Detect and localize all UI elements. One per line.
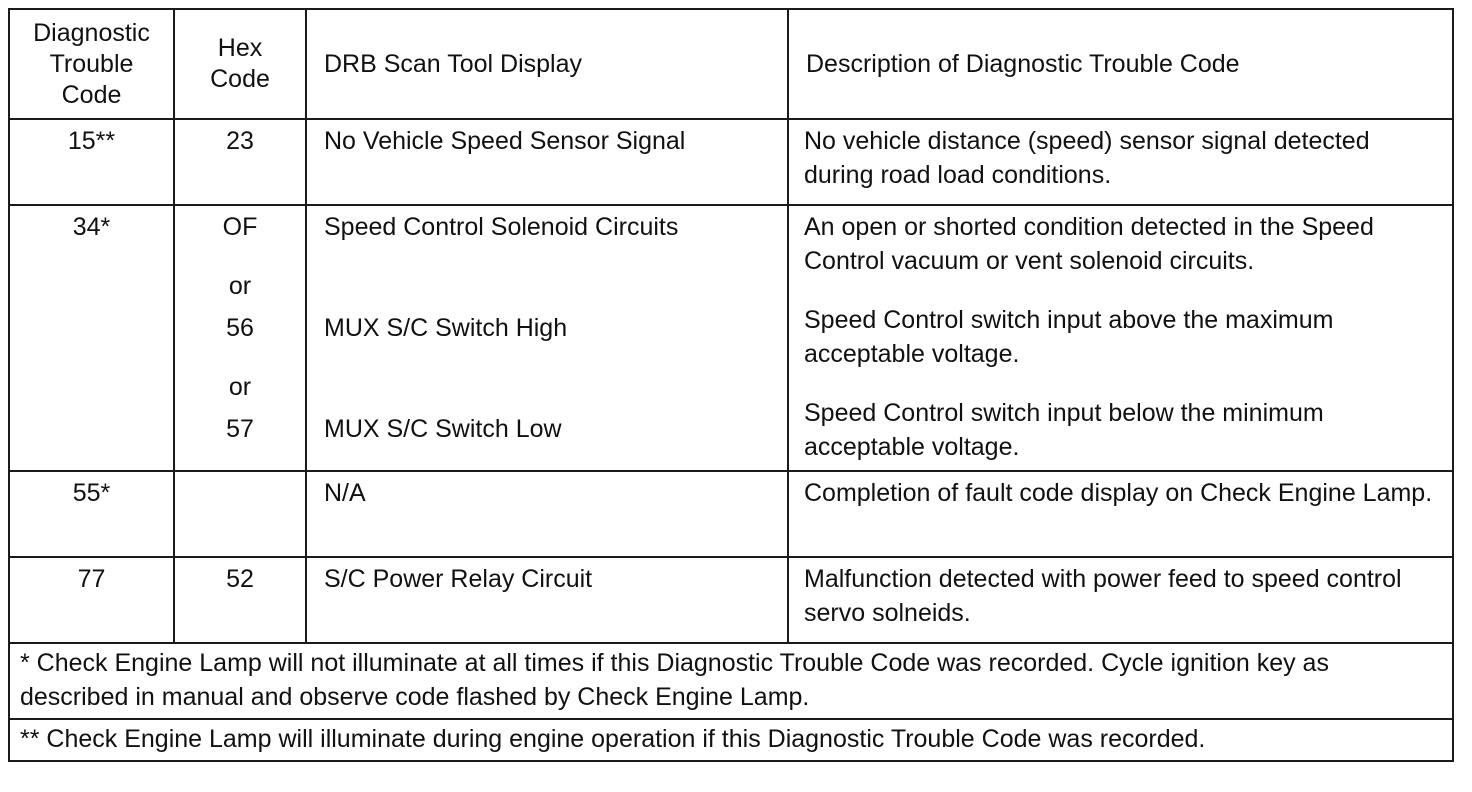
hex-value: 57 [226, 415, 254, 443]
single-star-note: * Check Engine Lamp will not illuminate at all times if this Diagnostic Trouble Code was recorded. Cycle ignition key as described in manual and observe code flashed by Check Engine Lamp. [9, 643, 1453, 719]
description-cell: Malfunction detected with power feed to speed control servo solneids. [788, 557, 1453, 643]
display-value: MUX S/C Switch High [324, 314, 568, 342]
display-value: MUX S/C Switch Low [324, 415, 562, 443]
hex-cell: 23 [174, 119, 306, 205]
display-cell: No Vehicle Speed Sensor Signal [306, 119, 788, 205]
description-value: An open or shorted condition detected in the Speed Control vacuum or vent solenoid circuits. [804, 213, 1374, 275]
header-code-line-2: Trouble [49, 49, 134, 78]
dtc-table [8, 8, 1454, 762]
code-cell: 77 [9, 557, 174, 643]
header-code [9, 9, 174, 119]
display-value: Speed Control Solenoid Circuits [324, 213, 679, 241]
code-cell: 55* [9, 471, 174, 557]
display-cell: N/A [306, 471, 788, 557]
spacer [804, 278, 1446, 295]
or-separator: or [228, 272, 252, 300]
header-hex [174, 9, 306, 119]
description-cell: Completion of fault code display on Check Engine Lamp. [788, 471, 1453, 557]
header-display: DRB Scan Tool Display [306, 9, 788, 119]
header-code-line-3: Code [61, 80, 122, 109]
hex-cell [174, 471, 306, 557]
header-description: Description of Diagnostic Trouble Code [788, 9, 1453, 119]
description-cell [788, 205, 1453, 471]
table-row [9, 471, 1453, 557]
description-value: Speed Control switch input above the maximum acceptable voltage. [804, 306, 1334, 368]
display-cell [306, 205, 788, 471]
table-row [9, 205, 1453, 471]
hex-cell [174, 205, 306, 471]
description-cell: No vehicle distance (speed) sensor signal detected during road load conditions. [788, 119, 1453, 205]
hex-cell: 52 [174, 557, 306, 643]
header-row [9, 9, 1453, 119]
hex-value: 56 [226, 314, 254, 342]
note-row [9, 643, 1453, 719]
code-cell: 34* [9, 205, 174, 471]
table-row [9, 119, 1453, 205]
hex-value: OF [222, 213, 258, 241]
header-hex-line-2: Code [210, 65, 270, 93]
description-value: Speed Control switch input below the minimum acceptable voltage. [804, 399, 1324, 461]
spacer [804, 371, 1446, 388]
display-cell: S/C Power Relay Circuit [306, 557, 788, 643]
header-code-line-1: Diagnostic [33, 18, 150, 47]
header-hex-line-1: Hex [217, 34, 263, 62]
code-cell: 15** [9, 119, 174, 205]
note-row [9, 719, 1453, 761]
table-row [9, 557, 1453, 643]
double-star-note: ** Check Engine Lamp will illuminate during engine operation if this Diagnostic Trouble Code was recorded. [9, 719, 1453, 761]
or-separator: or [228, 373, 252, 401]
